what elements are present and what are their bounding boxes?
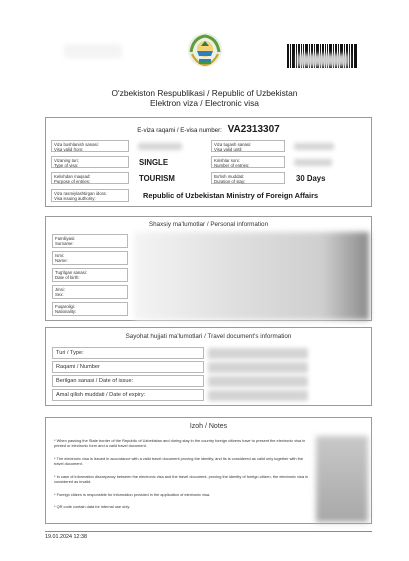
authority-value: Republic of Uzbekistan Ministry of Foreign Affairs <box>143 191 319 200</box>
personal-data-and-photo-redacted <box>134 232 369 320</box>
visa-type-label: Vizaning turi: Type of visa: <box>51 156 129 168</box>
evisa-number-label: E-viza raqami / E-visa number: <box>137 127 222 134</box>
travel-document-panel <box>45 327 372 406</box>
personal-info-title: Shaxsiy ma'lumotlar / Personal information <box>148 221 269 228</box>
note-item: * In case of information discrepancy between the electronic visa and the travel document, proving the identity of foreign citizen, the electronic visa is considered as invalid. <box>54 474 308 484</box>
date-of-issue-label: Berilgan sanasi / Date of issue: <box>52 375 204 387</box>
visa-details-panel <box>45 117 372 207</box>
personal-info-panel <box>45 216 372 321</box>
date-of-birth-label: Tug'ilgan sanasi: Date of birth: <box>52 268 128 282</box>
faded-label <box>64 44 122 58</box>
document-type-value-redacted <box>208 348 308 359</box>
note-item: * Foreign citizen is responsible for information provided in the application of electronic visa. <box>54 492 211 497</box>
document-subtitle: Elektron viza / Electronic visa <box>150 98 259 108</box>
uzbekistan-emblem-icon <box>187 32 223 68</box>
duration-label: Bo'lish muddati: Duration of stay: <box>211 172 285 184</box>
document-number-label: Raqami / Number <box>52 361 204 373</box>
qr-code-icon <box>316 436 368 522</box>
evisa-number: VA2313307 <box>227 124 280 135</box>
name-label: Ismi: Name: <box>52 251 128 265</box>
notes-title: Izoh / Notes <box>189 423 228 430</box>
document-type-label: Turi / Type: <box>52 347 204 359</box>
sex-label: Jinsi: Sex: <box>52 285 128 299</box>
evisa-number-row <box>46 124 371 135</box>
visa-type-value: SINGLE <box>139 158 169 167</box>
date-of-issue-value-redacted <box>208 376 308 387</box>
print-timestamp: 19.01.2024 12:38 <box>45 534 87 540</box>
note-item: * The electronic visa is issued in accordance with a valid travel document proving the identity, and its is considered as valid only together with the travel document. <box>54 456 303 466</box>
purpose-value: TOURISM <box>139 174 175 183</box>
document-title: O'zbekiston Respublikasi / Republic of Uzbekistan <box>111 88 298 98</box>
document-number-value-redacted <box>208 362 308 373</box>
purpose-label: Kelishdan maqsad: Purpose of entries: <box>51 172 129 184</box>
barcode-number-redacted <box>297 54 349 66</box>
entries-value-redacted <box>294 159 332 166</box>
date-of-expiry-label: Amal qilish muddati / Date of expiry: <box>52 389 204 401</box>
note-item: * QR code contain data for internal use only. <box>54 504 131 509</box>
valid-from-label: Viza boshlanish sanasi: Visa valid from: <box>51 140 129 152</box>
footer-divider <box>45 531 372 532</box>
valid-until-value-redacted <box>294 143 334 150</box>
watermark <box>118 428 288 458</box>
valid-from-value-redacted <box>138 143 182 150</box>
duration-value: 30 Days <box>296 174 326 183</box>
travel-document-title: Sayohat hujjati ma'lumotlari / Travel document's information <box>125 333 292 340</box>
authority-label: Viza rasmiylashtirgan idora: Visa issuing authority: <box>51 189 129 202</box>
surname-label: Familiyasi: Surname: <box>52 234 128 248</box>
note-item: * When passing the State border of the Republic of Uzbekistan and during stay in the country foreign citizens have to present the electronic visa in printed or electronic form and a valid travel document. <box>54 438 306 448</box>
valid-until-label: Viza tugash sanasi: Visa valid until: <box>211 140 285 152</box>
date-of-expiry-value-redacted <box>208 390 308 401</box>
nationality-label: Fuqaroligi: Nationality: <box>52 302 128 316</box>
entries-label: Kirishlar soni: Number of entries: <box>211 156 285 168</box>
